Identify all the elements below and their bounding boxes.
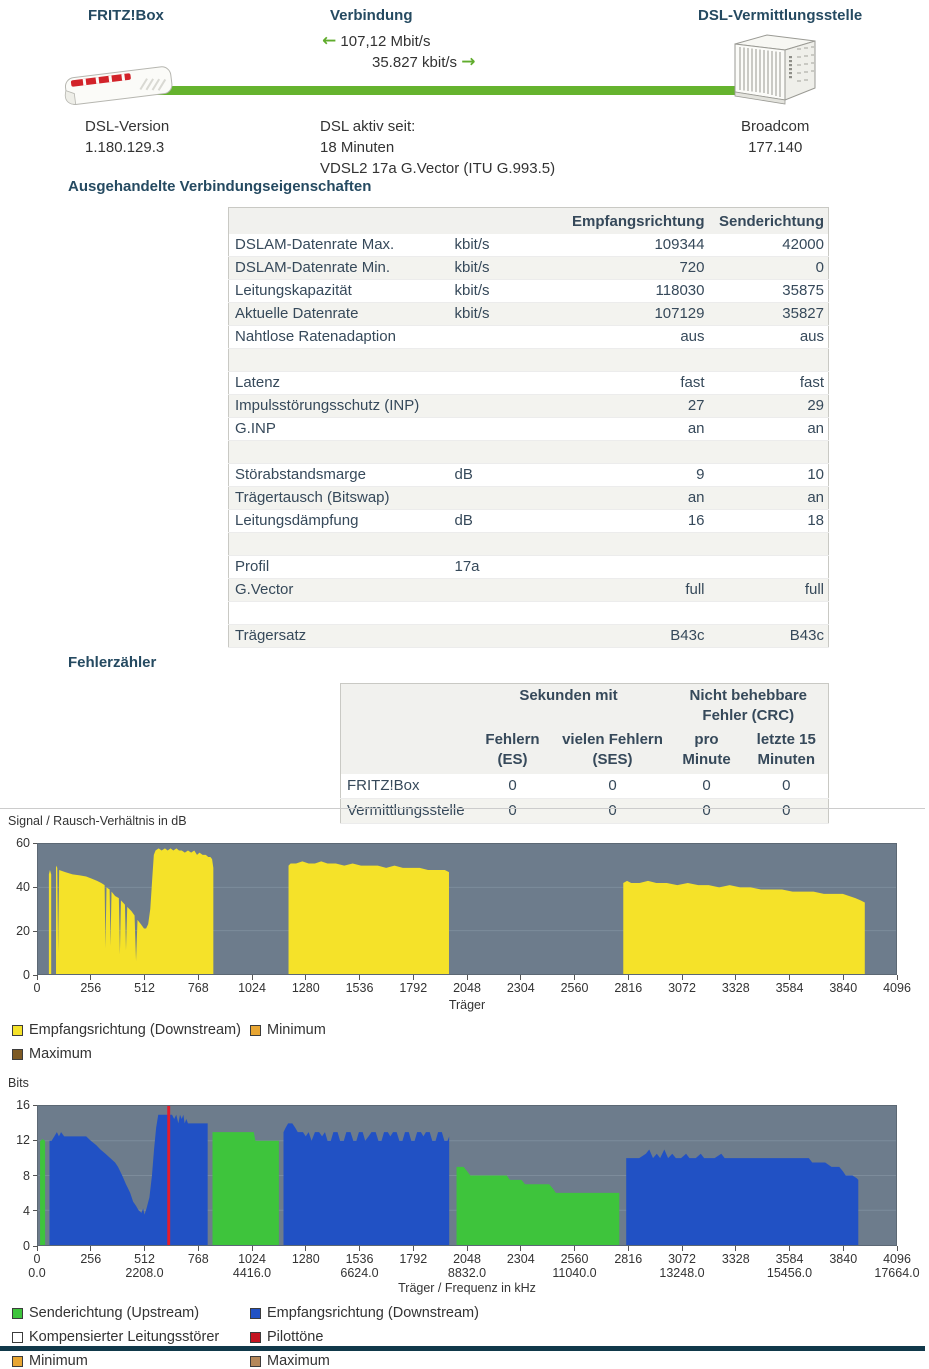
- x-tick-mark: [628, 1246, 629, 1251]
- x-tick-mark: [467, 975, 468, 980]
- fritzbox-router-icon: [60, 54, 180, 110]
- x-tick-mark: [735, 1246, 736, 1251]
- table-cell: 27: [561, 395, 709, 418]
- table-cell: [561, 533, 709, 556]
- x-tick-mark: [897, 975, 898, 980]
- x-freq-label: 15456.0: [766, 1266, 813, 1280]
- x-tick-mark: [37, 975, 38, 980]
- legend-swatch: [250, 1356, 261, 1367]
- x-tick-label: 3584: [775, 1252, 804, 1266]
- table-cell: 42000: [709, 234, 829, 257]
- table-row: [229, 234, 829, 257]
- x-freq-label: 8832.0: [447, 1266, 487, 1280]
- x-tick-mark: [252, 1246, 253, 1251]
- x-tick-label: 3328: [721, 1252, 750, 1266]
- chart-legend: [12, 1022, 925, 1062]
- y-tick-label: 40: [16, 880, 30, 894]
- dslam-icon: [727, 26, 822, 108]
- table-cell: [449, 602, 561, 625]
- table-cell: DSLAM-Datenrate Max.: [229, 234, 449, 257]
- x-tick-label: 256: [80, 981, 102, 995]
- x-freq-label: 11040.0: [552, 1266, 597, 1280]
- chart-legend: [12, 1305, 925, 1369]
- legend-label: Pilottöne: [267, 1329, 324, 1345]
- errors-group-header-row: [341, 684, 829, 729]
- x-tick-mark: [467, 1246, 468, 1251]
- properties-section-title: Ausgehandelte Verbindungseigenschaften: [68, 178, 372, 195]
- band-upstream-bits: [457, 1167, 620, 1245]
- table-cell: Leitungsdämpfung: [229, 510, 449, 533]
- y-tick-label: 4: [23, 1203, 30, 1218]
- properties-header-row: [229, 208, 829, 235]
- table-cell: [709, 602, 829, 625]
- x-axis-title: Träger / Frequenz in kHz: [398, 1281, 536, 1295]
- table-cell: 0: [745, 774, 829, 799]
- bits-chart-title: Bits: [8, 1076, 29, 1090]
- table-cell: [229, 441, 449, 464]
- exchange-title: DSL-Vermittlungsstelle: [698, 7, 863, 24]
- table-cell: Trägersatz: [229, 625, 449, 648]
- y-tick-label: 60: [16, 836, 30, 850]
- legend-item: [250, 1329, 925, 1345]
- x-tick-mark: [574, 1246, 575, 1251]
- table-cell: [449, 441, 561, 464]
- table-row: [229, 533, 829, 556]
- table-cell: Nahtlose Ratenadaption: [229, 326, 449, 349]
- table-cell: G.Vector: [229, 579, 449, 602]
- x-tick-mark: [144, 975, 145, 980]
- x-tick-mark: [144, 1246, 145, 1251]
- table-cell: [449, 349, 561, 372]
- table-cell: kbit/s: [449, 280, 561, 303]
- legend-label: Maximum: [267, 1353, 330, 1369]
- sub-header-ses: vielen Fehlern (SES): [557, 728, 669, 774]
- table-cell: 9: [561, 464, 709, 487]
- y-tick-label: 8: [23, 1168, 30, 1183]
- table-cell: dB: [449, 464, 561, 487]
- column-header-senderichtung: Senderichtung: [709, 208, 829, 235]
- table-cell: 35875: [709, 280, 829, 303]
- table-row: [229, 349, 829, 372]
- x-tick-label: 2304: [506, 981, 535, 995]
- legend-item: [250, 1305, 925, 1321]
- x-tick-label: 2560: [560, 1252, 589, 1266]
- y-tick-label: 0: [23, 1239, 30, 1253]
- table-row: [229, 418, 829, 441]
- table-cell: 0: [557, 774, 669, 799]
- table-row: [229, 303, 829, 326]
- band-downstream-bits: [284, 1123, 450, 1245]
- table-cell: full: [709, 579, 829, 602]
- x-tick-mark: [520, 975, 521, 980]
- legend-label: Empfangsrichtung (Downstream): [267, 1305, 479, 1321]
- table-cell: Impulsstörungsschutz (INP): [229, 395, 449, 418]
- connection-title: Verbindung: [330, 7, 413, 24]
- table-cell: 16: [561, 510, 709, 533]
- x-tick-label: 1024: [238, 1252, 266, 1266]
- table-cell: Profil: [229, 556, 449, 579]
- row-label: Vermittlungsstelle: [341, 799, 469, 824]
- legend-swatch: [12, 1025, 23, 1036]
- table-cell: 35827: [709, 303, 829, 326]
- properties-table: [228, 207, 829, 648]
- legend-label: Maximum: [29, 1046, 92, 1062]
- table-cell: [561, 349, 709, 372]
- x-tick-mark: [628, 975, 629, 980]
- table-cell: 720: [561, 257, 709, 280]
- x-tick-mark: [359, 1246, 360, 1251]
- fritzbox-title: FRITZ!Box: [88, 7, 164, 24]
- x-tick-label: 3072: [668, 981, 696, 995]
- table-cell: [229, 533, 449, 556]
- arrow-left-icon: ←: [322, 31, 337, 51]
- table-cell: an: [709, 418, 829, 441]
- x-tick-mark: [90, 975, 91, 980]
- dsl-line: [148, 86, 738, 95]
- table-cell: an: [561, 487, 709, 510]
- table-cell: 0: [469, 774, 557, 799]
- x-tick-mark: [520, 1246, 521, 1251]
- x-tick-mark: [843, 1246, 844, 1251]
- plot-area: [0, 1098, 925, 1253]
- legend-label: Empfangsrichtung (Downstream): [29, 1022, 241, 1038]
- x-tick-mark: [37, 1246, 38, 1251]
- x-tick-label: 1536: [345, 981, 374, 995]
- table-row: [229, 487, 829, 510]
- x-axis-title: Träger: [448, 998, 486, 1012]
- table-cell: 0: [669, 799, 745, 824]
- snr-chart: [0, 814, 925, 1062]
- pilot-tone-line: [167, 1106, 170, 1245]
- table-cell: [449, 533, 561, 556]
- x-tick-label: 4096: [883, 981, 911, 995]
- table-cell: kbit/s: [449, 257, 561, 280]
- x-tick-mark: [843, 975, 844, 980]
- table-cell: 0: [745, 799, 829, 824]
- x-freq-label: 4416.0: [232, 1266, 272, 1280]
- legend-item: [12, 1022, 250, 1038]
- table-cell: aus: [709, 326, 829, 349]
- x-axis: [0, 1246, 925, 1280]
- legend-item: [250, 1353, 925, 1369]
- sub-header-per-minute: pro Minute: [669, 728, 745, 774]
- x-tick-mark: [682, 975, 683, 980]
- table-cell: [449, 487, 561, 510]
- x-freq-label: 13248.0: [659, 1266, 705, 1280]
- snr-chart-title: Signal / Rausch-Verhältnis in dB: [8, 814, 187, 828]
- errors-table: [340, 683, 829, 824]
- row-label: FRITZ!Box: [341, 774, 469, 799]
- table-cell: [449, 326, 561, 349]
- bottom-bar: [0, 1346, 925, 1351]
- table-cell: 0: [557, 799, 669, 824]
- table-cell: 118030: [561, 280, 709, 303]
- legend-swatch: [12, 1308, 23, 1319]
- x-tick-mark: [413, 1246, 414, 1251]
- bits-chart-body: [0, 1098, 925, 1369]
- table-cell: fast: [561, 372, 709, 395]
- table-cell: aus: [561, 326, 709, 349]
- table-cell: [709, 533, 829, 556]
- table-cell: Aktuelle Datenrate: [229, 303, 449, 326]
- x-tick-label: 1024: [238, 981, 266, 995]
- table-cell: [449, 625, 561, 648]
- arrow-right-icon: →: [461, 52, 476, 72]
- x-tick-label: 2560: [560, 981, 589, 995]
- table-cell: Leitungskapazität: [229, 280, 449, 303]
- x-tick-label: 1536: [345, 1252, 374, 1266]
- legend-label: Senderichtung (Upstream): [29, 1305, 200, 1321]
- table-cell: [449, 395, 561, 418]
- connection-overview: [0, 0, 925, 178]
- x-tick-label: 1280: [291, 1252, 320, 1266]
- x-tick-label: 2816: [614, 981, 643, 995]
- band-downstream-bits: [50, 1115, 208, 1245]
- dsl-active-info: DSL aktiv seit: 18 Minuten VDSL2 17a G.Vector (ITU G.993.5): [320, 118, 556, 177]
- table-cell: [709, 441, 829, 464]
- x-tick-label: 2048: [453, 981, 481, 995]
- band-downstream-snr: [623, 881, 865, 974]
- legend-label: Kompensierter Leitungsstörer: [29, 1329, 220, 1345]
- x-tick-mark: [574, 975, 575, 980]
- table-row: [229, 602, 829, 625]
- x-tick-label: 2048: [453, 1252, 481, 1266]
- table-cell: Störabstandsmarge: [229, 464, 449, 487]
- legend-item: [12, 1305, 250, 1321]
- table-cell: 18: [709, 510, 829, 533]
- x-tick-label: 0: [33, 1252, 41, 1266]
- x-tick-mark: [90, 1246, 91, 1251]
- table-cell: fast: [709, 372, 829, 395]
- table-cell: 17a: [449, 556, 561, 579]
- table-row: [229, 372, 829, 395]
- table-cell: 0: [709, 257, 829, 280]
- band-downstream-bits: [626, 1149, 858, 1245]
- band-upstream-bits: [40, 1139, 45, 1245]
- table-cell: [709, 556, 829, 579]
- table-cell: [449, 579, 561, 602]
- x-tick-label: 1792: [399, 1252, 428, 1266]
- band-upstream-bits: [212, 1132, 278, 1245]
- table-cell: 109344: [561, 234, 709, 257]
- y-tick-label: 12: [16, 1133, 30, 1148]
- group-header-seconds: Sekunden mit: [469, 684, 669, 729]
- table-cell: 10: [709, 464, 829, 487]
- table-cell: B43c: [709, 625, 829, 648]
- downstream-rate: ← 107,12 Mbit/s: [322, 31, 431, 51]
- x-tick-label: 512: [134, 981, 155, 995]
- dsl-version-info: DSL-Version 1.180.129.3: [85, 118, 170, 156]
- x-tick-mark: [198, 1246, 199, 1251]
- table-cell: 0: [669, 774, 745, 799]
- plot-canvas: [37, 843, 897, 975]
- table-row: [229, 464, 829, 487]
- x-tick-mark: [198, 975, 199, 980]
- table-cell: [449, 418, 561, 441]
- legend-item: [12, 1046, 250, 1062]
- legend-item: [250, 1022, 925, 1038]
- table-cell: [229, 602, 449, 625]
- x-tick-label: 2304: [506, 1252, 535, 1266]
- x-tick-label: 256: [80, 1252, 102, 1266]
- x-tick-label: 3840: [829, 1252, 858, 1266]
- table-cell: B43c: [561, 625, 709, 648]
- plot-area: [0, 836, 925, 982]
- x-freq-label: 17664.0: [874, 1266, 920, 1280]
- x-tick-label: 3072: [668, 1252, 696, 1266]
- group-header-crc: Nicht behebbare Fehler (CRC): [669, 684, 829, 729]
- x-freq-label: 0.0: [28, 1266, 46, 1280]
- errors-sub-header-row: [341, 728, 829, 774]
- table-cell: full: [561, 579, 709, 602]
- legend-swatch: [250, 1308, 261, 1319]
- snr-chart-body: [0, 836, 925, 1062]
- table-cell: [709, 349, 829, 372]
- y-tick-label: 16: [16, 1098, 30, 1112]
- x-tick-mark: [789, 975, 790, 980]
- x-tick-label: 1280: [291, 981, 320, 995]
- x-tick-mark: [305, 975, 306, 980]
- upstream-rate: 35.827 kbit/s →: [372, 52, 476, 72]
- table-row: [229, 625, 829, 648]
- table-cell: G.INP: [229, 418, 449, 441]
- legend-swatch: [12, 1356, 23, 1367]
- legend-swatch: [250, 1332, 261, 1343]
- plot-canvas: [37, 1105, 897, 1246]
- table-cell: [561, 556, 709, 579]
- x-tick-mark: [682, 1246, 683, 1251]
- x-tick-label: 4096: [883, 1252, 911, 1266]
- legend-label: Minimum: [29, 1353, 88, 1369]
- x-tick-mark: [897, 1246, 898, 1251]
- legend-item: [12, 1353, 250, 1369]
- x-tick-label: 3328: [721, 981, 750, 995]
- x-freq-label: 2208.0: [125, 1266, 164, 1280]
- table-row: [229, 326, 829, 349]
- table-cell: [561, 602, 709, 625]
- dslam-vendor-info: Broadcom 177.140: [741, 118, 810, 156]
- x-tick-label: 1792: [399, 981, 428, 995]
- x-tick-label: 768: [187, 1252, 209, 1266]
- table-row: [229, 556, 829, 579]
- table-cell: [561, 441, 709, 464]
- x-tick-label: 768: [187, 981, 209, 995]
- legend-item: [12, 1329, 250, 1345]
- sub-header-last-15: letzte 15 Minuten: [745, 728, 829, 774]
- table-row: [229, 579, 829, 602]
- table-cell: an: [561, 418, 709, 441]
- x-axis: [0, 975, 925, 997]
- table-row: [341, 774, 829, 799]
- table-row: [229, 510, 829, 533]
- table-cell: kbit/s: [449, 303, 561, 326]
- table-cell: 29: [709, 395, 829, 418]
- table-cell: 107129: [561, 303, 709, 326]
- table-row: [229, 395, 829, 418]
- table-cell: [449, 372, 561, 395]
- legend-label: Minimum: [267, 1022, 326, 1038]
- x-tick-label: 3584: [775, 981, 804, 995]
- table-cell: dB: [449, 510, 561, 533]
- x-tick-label: 512: [134, 1252, 155, 1266]
- charts-section: [0, 808, 925, 1369]
- band-downstream-snr: [289, 861, 449, 974]
- errors-section-title: Fehlerzähler: [68, 654, 157, 671]
- y-tick-label: 0: [23, 968, 30, 982]
- x-tick-mark: [789, 1246, 790, 1251]
- x-tick-mark: [252, 975, 253, 980]
- y-tick-label: 20: [16, 924, 30, 938]
- x-tick-label: 0: [33, 981, 41, 995]
- band-downstream-snr: [49, 870, 51, 974]
- legend-swatch: [12, 1049, 23, 1060]
- legend-swatch: [12, 1332, 23, 1343]
- x-tick-mark: [413, 975, 414, 980]
- table-row: [229, 257, 829, 280]
- bits-chart: [0, 1076, 925, 1369]
- x-tick-mark: [359, 975, 360, 980]
- band-downstream-snr: [56, 848, 213, 974]
- table-cell: Latenz: [229, 372, 449, 395]
- table-cell: [229, 349, 449, 372]
- x-tick-label: 3840: [829, 981, 858, 995]
- table-cell: 0: [469, 799, 557, 824]
- x-tick-label: 2816: [614, 1252, 643, 1266]
- sub-header-es: Fehlern (ES): [469, 728, 557, 774]
- properties-table-body: [229, 234, 829, 648]
- x-freq-label: 6624.0: [340, 1266, 379, 1280]
- table-cell: DSLAM-Datenrate Min.: [229, 257, 449, 280]
- x-tick-mark: [305, 1246, 306, 1251]
- legend-swatch: [250, 1025, 261, 1036]
- table-row: [229, 441, 829, 464]
- table-cell: kbit/s: [449, 234, 561, 257]
- table-cell: Trägertausch (Bitswap): [229, 487, 449, 510]
- column-header-empfangsrichtung: Empfangsrichtung: [561, 208, 709, 235]
- table-row: [229, 280, 829, 303]
- x-tick-mark: [735, 975, 736, 980]
- table-cell: an: [709, 487, 829, 510]
